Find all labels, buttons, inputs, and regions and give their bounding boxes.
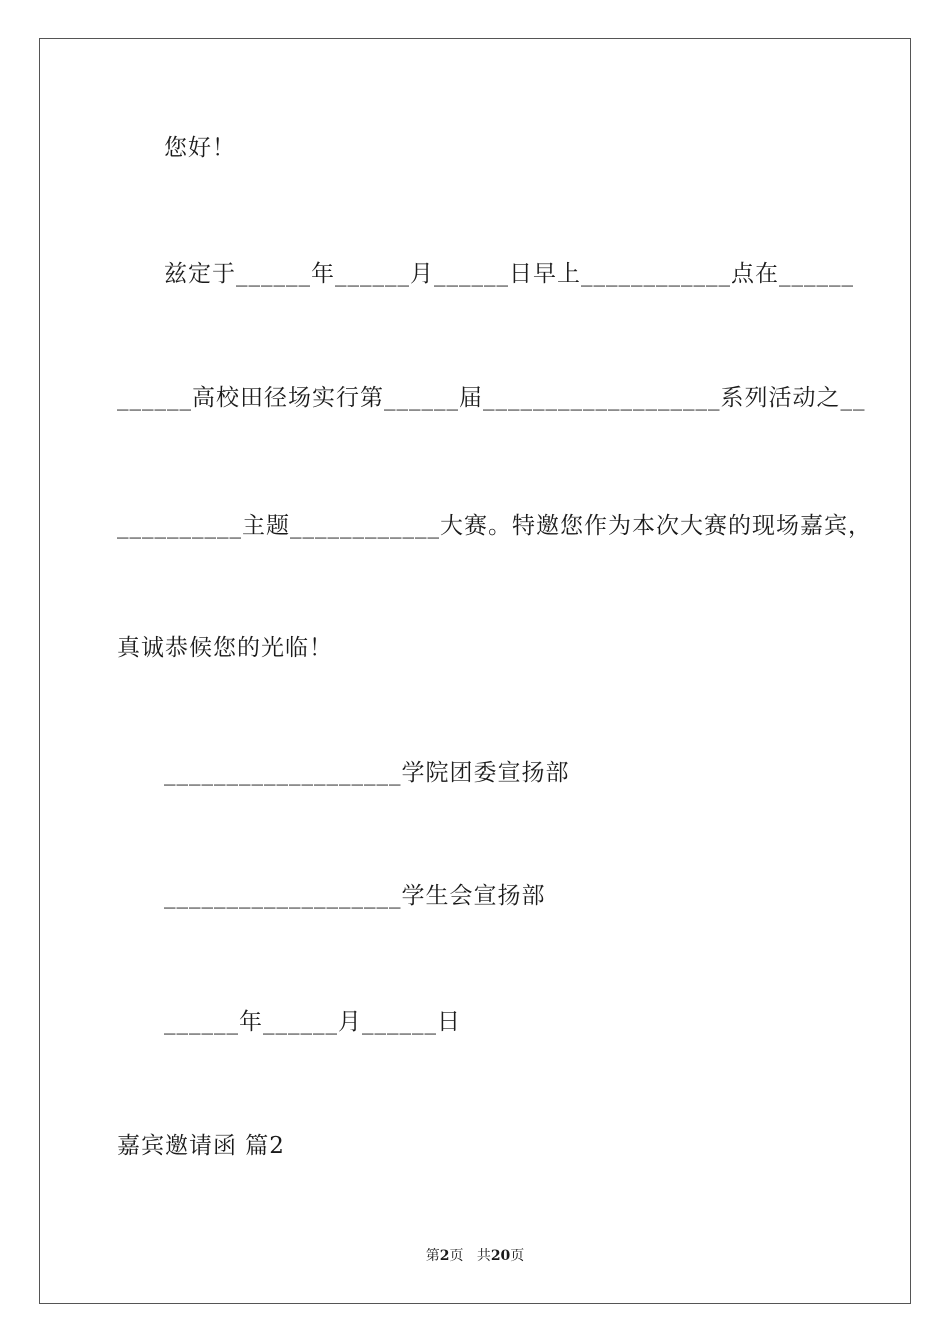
footer-total-suffix: 页	[510, 1248, 525, 1264]
section-title: 嘉宾邀请函 篇2	[117, 1133, 285, 1159]
footer-total-prefix: 共	[476, 1248, 491, 1264]
body-line-1: 兹定于______年______月______日早上____________点在______	[164, 261, 854, 287]
body-line-4: 真诚恭候您的光临！	[117, 635, 333, 661]
body-line-3: __________主题____________大赛。特邀您作为本次大赛的现场嘉宾，	[117, 513, 872, 539]
footer-page-prefix: 第	[425, 1248, 440, 1264]
footer-total-pages: 20	[490, 1248, 511, 1264]
body-line-2: ______高校田径场实行第______届___________________系列活动之__	[117, 385, 866, 411]
greeting: 您好！	[164, 135, 236, 161]
page-footer	[0, 1247, 950, 1265]
page-border	[39, 38, 911, 1304]
signature-line-2: ___________________学生会宣扬部	[164, 883, 546, 909]
footer-page-number: 2	[439, 1248, 450, 1264]
signature-line-1: ___________________学院团委宣扬部	[164, 760, 570, 786]
date-line: ______年______月______日	[164, 1009, 461, 1035]
footer-page-suffix: 页	[449, 1248, 464, 1264]
